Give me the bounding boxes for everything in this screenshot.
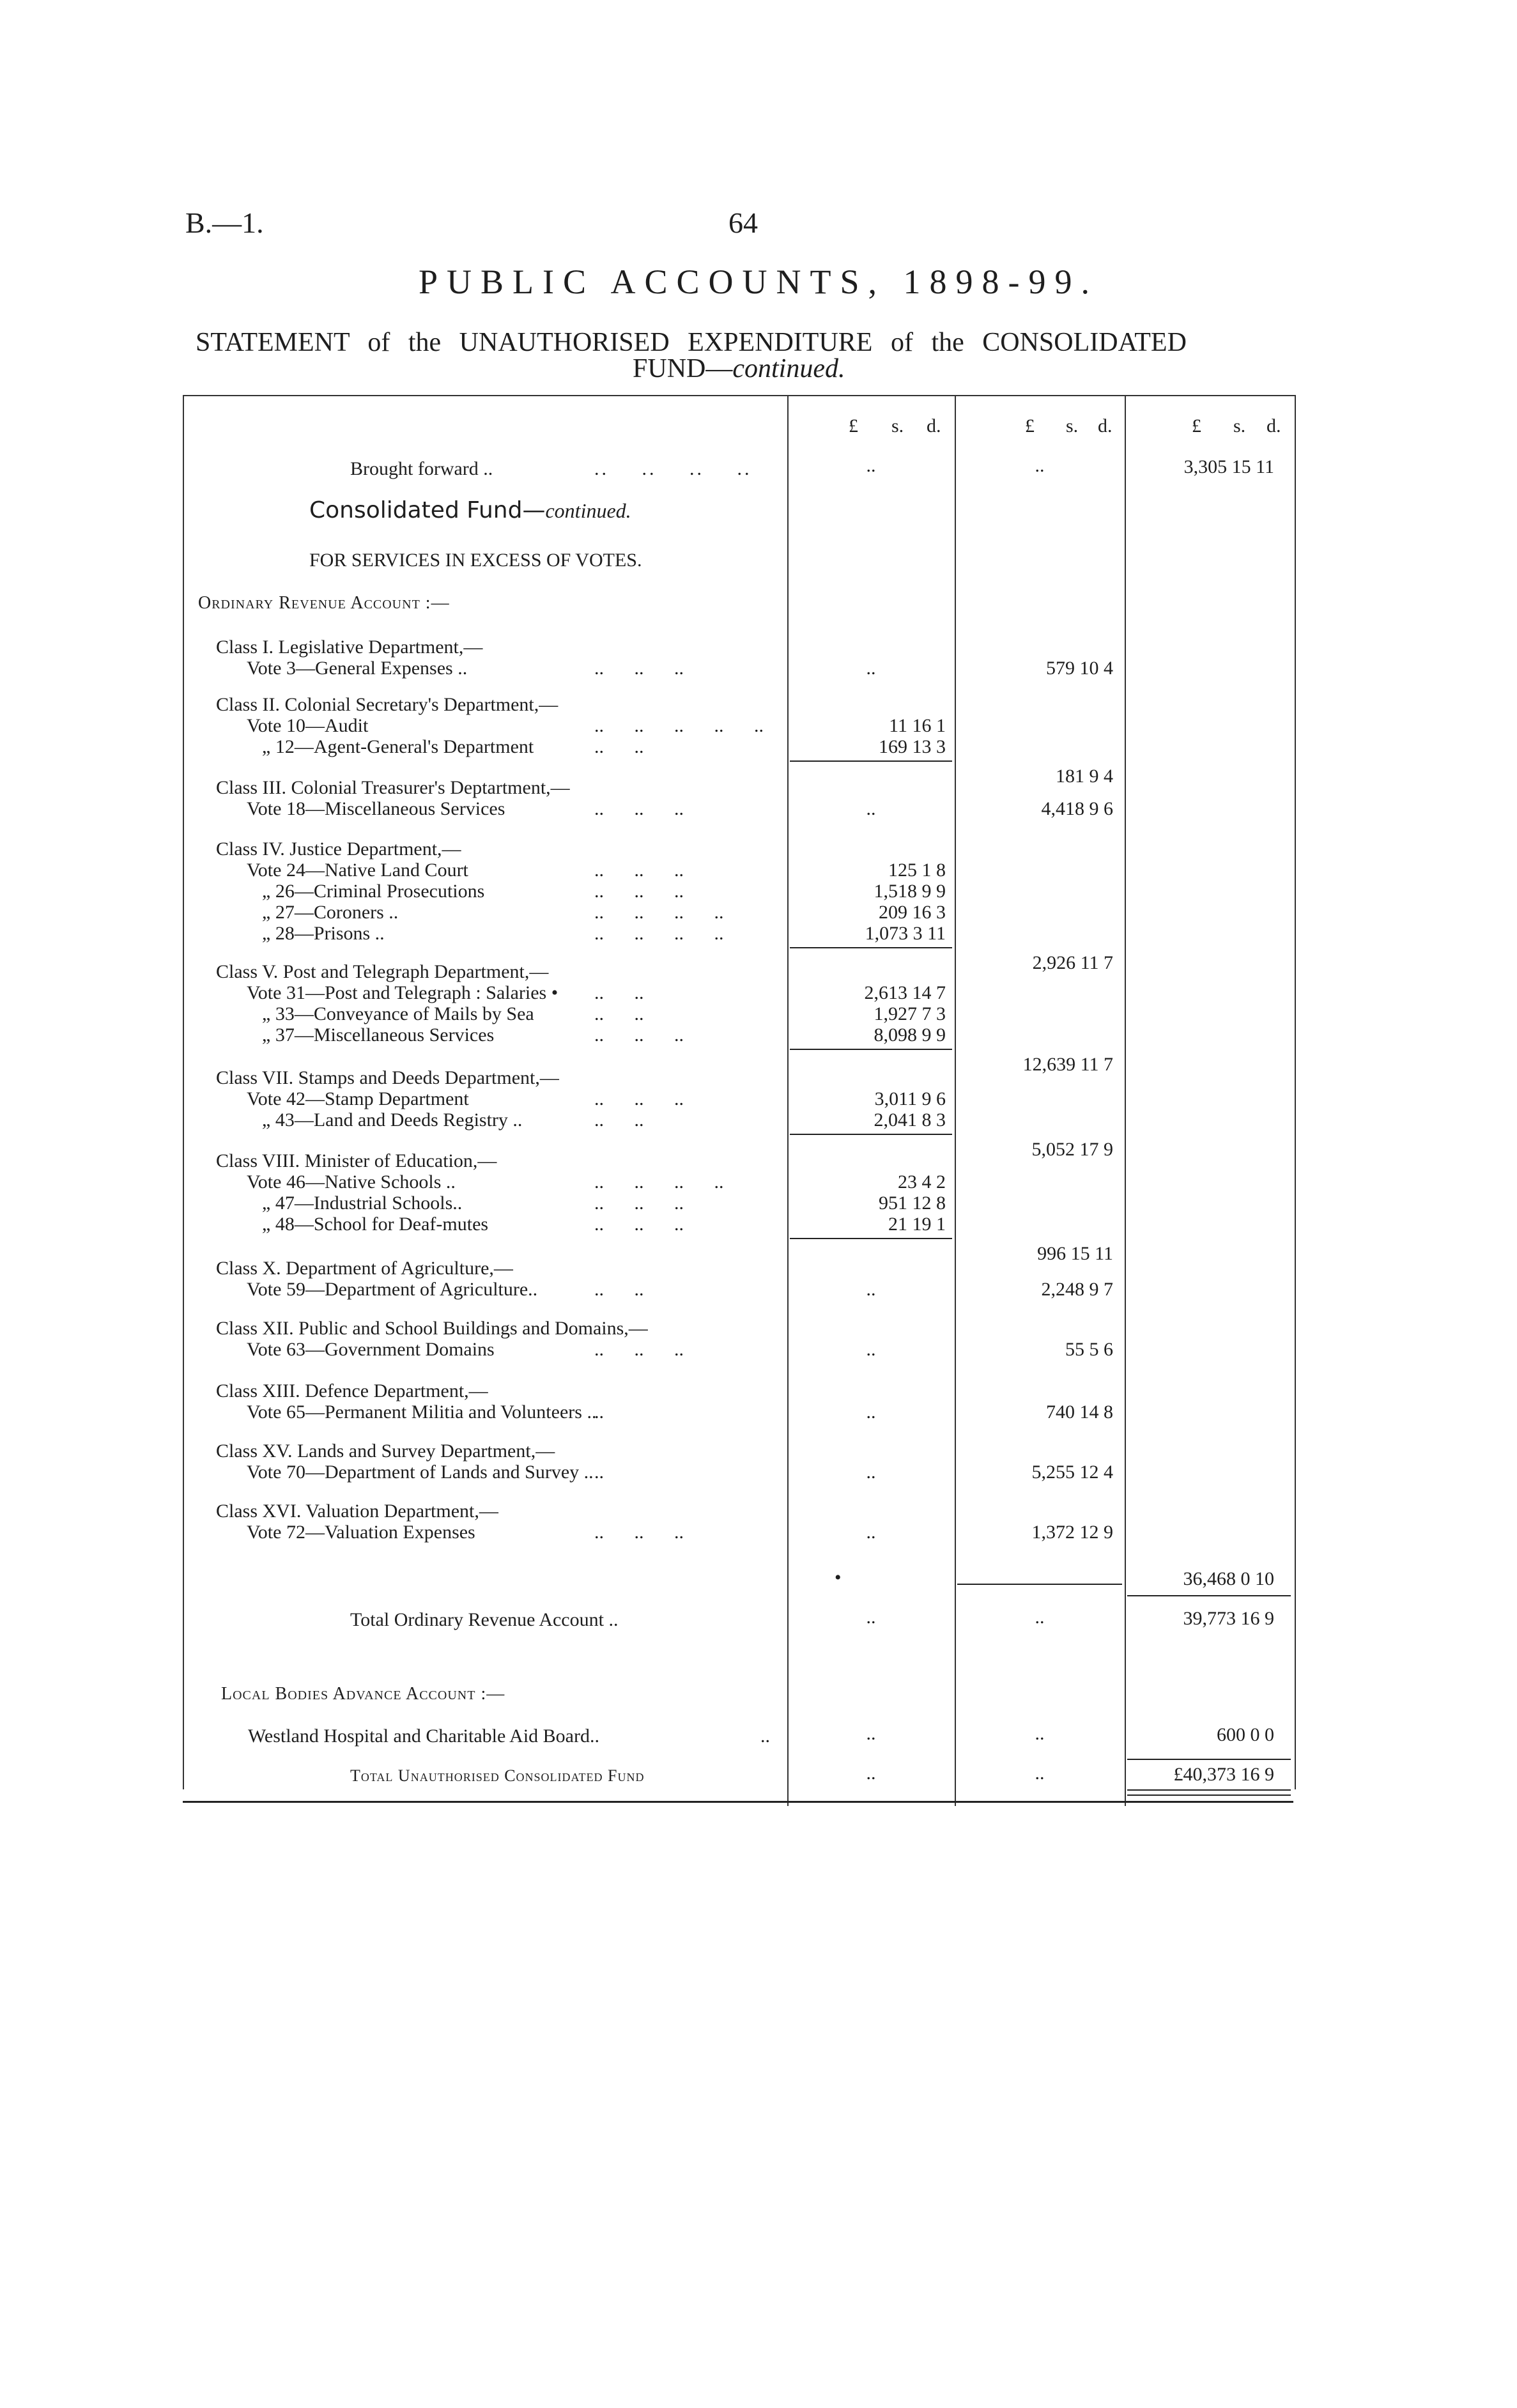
leader-dots: .. .. .. bbox=[594, 1339, 684, 1360]
col3-pound: £ bbox=[1192, 415, 1201, 436]
vote-label: „ 12—Agent-General's Department bbox=[262, 736, 534, 757]
vote-label: „ 33—Conveyance of Mails by Sea bbox=[262, 1003, 534, 1024]
col1-pence: d. bbox=[927, 415, 941, 436]
vote-amount: 1,518 9 9 bbox=[874, 881, 946, 902]
leader-dots: .. .. .. bbox=[594, 1024, 684, 1046]
brought-forward-c3: 3,305 15 11 bbox=[1183, 456, 1274, 477]
class-title: Class X. Department of Agriculture,— bbox=[216, 1258, 513, 1279]
column-divider-1 bbox=[787, 395, 789, 1806]
vote-amount: 125 1 8 bbox=[888, 860, 946, 881]
class-subtotal: 740 14 8 bbox=[1046, 1401, 1113, 1423]
subtotal-rule bbox=[790, 760, 952, 762]
class-subtotal: 181 9 4 bbox=[1056, 766, 1113, 787]
westland-c2: .. bbox=[1035, 1723, 1045, 1744]
vote-amount: 2,041 8 3 bbox=[874, 1109, 946, 1131]
subtotal-rule bbox=[790, 1049, 952, 1050]
vote-amount: 21 19 1 bbox=[888, 1214, 946, 1235]
leader-dots: .. .. bbox=[594, 1003, 644, 1024]
page-number: 64 bbox=[728, 206, 758, 239]
class-title: Class VIII. Minister of Education,— bbox=[216, 1150, 497, 1171]
vote-amount: 1,927 7 3 bbox=[874, 1003, 946, 1024]
vote-label: Vote 24—Native Land Court bbox=[247, 860, 468, 881]
vote-label: Vote 59—Department of Agriculture.. bbox=[247, 1279, 538, 1300]
class-title: Class III. Colonial Treasurer's Deptartment,— bbox=[216, 777, 570, 798]
leader-dots: .. .. .. bbox=[594, 798, 684, 819]
brought-forward-label: Brought forward .. bbox=[350, 458, 493, 479]
ordinary-sum: 36,468 0 10 bbox=[1183, 1568, 1274, 1589]
col1-shilling: s. bbox=[891, 415, 904, 436]
subtotal-rule bbox=[790, 947, 952, 948]
total-ordinary-c1: .. bbox=[866, 1607, 876, 1628]
grand-total-double-rule-1 bbox=[1127, 1789, 1291, 1791]
vote-label: Vote 46—Native Schools .. bbox=[247, 1171, 456, 1192]
vote-label: Vote 10—Audit bbox=[247, 715, 369, 736]
class-title: Class II. Colonial Secretary's Department,— bbox=[216, 694, 558, 715]
class-title: Class IV. Justice Department,— bbox=[216, 838, 461, 860]
class-title: Class VII. Stamps and Deeds Department,— bbox=[216, 1067, 559, 1088]
subtotal-rule bbox=[790, 1238, 952, 1239]
westland-label: Westland Hospital and Charitable Aid Board.. bbox=[248, 1725, 599, 1747]
statement-heading-main: FUND— bbox=[633, 354, 733, 383]
class-subtotal: 2,926 11 7 bbox=[1032, 952, 1113, 973]
class-subtotal: 4,418 9 6 bbox=[1041, 798, 1113, 819]
class-title: Class XVI. Valuation Department,— bbox=[216, 1501, 498, 1522]
col1-dots: .. bbox=[866, 1522, 876, 1543]
class-subtotal: 996 15 11 bbox=[1037, 1243, 1113, 1264]
col2-total-rule bbox=[957, 1584, 1122, 1585]
vote-label: Vote 70—Department of Lands and Survey .. bbox=[247, 1462, 594, 1483]
vote-label: „ 48—School for Deaf-mutes bbox=[262, 1214, 489, 1235]
vote-amount: 1,073 3 11 bbox=[865, 923, 946, 944]
leader-dots: .. .. .. bbox=[594, 1192, 684, 1214]
class-subtotal: 55 5 6 bbox=[1065, 1339, 1113, 1360]
statement-heading-italic: continued. bbox=[732, 354, 845, 383]
vote-label: Vote 72—Valuation Expenses bbox=[247, 1522, 475, 1543]
leader-dots: .. .. bbox=[594, 736, 644, 757]
leader-dots: .. .. .. .. bbox=[594, 1171, 724, 1192]
leader-dots: .. .. bbox=[594, 982, 644, 1003]
col2-shilling: s. bbox=[1066, 415, 1079, 436]
col3-total-rule bbox=[1127, 1595, 1291, 1596]
col1-dots: .. bbox=[866, 658, 876, 679]
vote-label: Vote 3—General Expenses .. bbox=[247, 658, 468, 679]
class-subtotal: 5,052 17 9 bbox=[1031, 1139, 1113, 1160]
grand-total-c2: .. bbox=[1035, 1763, 1045, 1784]
class-title: Class V. Post and Telegraph Department,— bbox=[216, 961, 549, 982]
vote-label: „ 47—Industrial Schools.. bbox=[262, 1192, 463, 1214]
leader-dots: .. .. .. bbox=[594, 860, 684, 881]
westland-c3: 600 0 0 bbox=[1217, 1724, 1274, 1745]
class-subtotal: 12,639 11 7 bbox=[1022, 1054, 1113, 1075]
class-subtotal: 5,255 12 4 bbox=[1031, 1462, 1113, 1483]
consolidated-fund-heading-italic: continued. bbox=[545, 499, 631, 522]
leader-dots: .. .. bbox=[594, 1109, 644, 1131]
grand-total-c1: .. bbox=[866, 1763, 876, 1784]
consolidated-fund-heading-main: Consolidated Fund— bbox=[309, 497, 546, 523]
vote-amount: 11 16 1 bbox=[889, 715, 946, 736]
class-subtotal: 579 10 4 bbox=[1046, 658, 1113, 679]
total-ordinary-c2: .. bbox=[1035, 1607, 1045, 1628]
table-bottom-rule bbox=[183, 1801, 1293, 1803]
vote-label: „ 26—Criminal Prosecutions bbox=[262, 881, 485, 902]
vote-amount: 23 4 2 bbox=[898, 1171, 946, 1192]
vote-amount: 2,613 14 7 bbox=[864, 982, 946, 1003]
leader-dots: .. .. bbox=[594, 1279, 644, 1300]
col1-dots: .. bbox=[866, 1279, 876, 1300]
leader-dots: .. .. .. .. bbox=[594, 902, 724, 923]
leader-dots: .. bbox=[594, 1401, 604, 1423]
vote-label: Vote 18—Miscellaneous Services bbox=[247, 798, 505, 819]
vote-amount: 951 12 8 bbox=[879, 1192, 946, 1214]
services-heading: FOR SERVICES IN EXCESS OF VOTES. bbox=[309, 550, 642, 571]
westland-c1: .. bbox=[866, 1723, 876, 1744]
class-title: Class I. Legislative Department,— bbox=[216, 637, 483, 658]
col1-pound: £ bbox=[849, 415, 858, 436]
col3-shilling: s. bbox=[1233, 415, 1246, 436]
page-title: PUBLIC ACCOUNTS, 1898-99. bbox=[418, 263, 1099, 301]
class-title: Class XII. Public and School Buildings and Domains,— bbox=[216, 1318, 648, 1339]
vote-label: Vote 31—Post and Telegraph : Salaries • bbox=[247, 982, 558, 1003]
col1-dots: .. bbox=[866, 1401, 876, 1423]
consolidated-fund-heading bbox=[309, 497, 631, 523]
vote-label: Vote 65—Permanent Militia and Volunteers .. bbox=[247, 1401, 597, 1423]
col2-pence: d. bbox=[1098, 415, 1113, 436]
vote-amount: 3,011 9 6 bbox=[874, 1088, 946, 1109]
col3-pence: d. bbox=[1267, 415, 1281, 436]
col2-pound: £ bbox=[1025, 415, 1035, 436]
vote-label: Vote 42—Stamp Department bbox=[247, 1088, 469, 1109]
total-ordinary-c3: 39,773 16 9 bbox=[1183, 1608, 1274, 1629]
total-ordinary-label: Total Ordinary Revenue Account .. bbox=[350, 1609, 619, 1630]
leader-dots: .. .. .. bbox=[594, 1522, 684, 1543]
col1-dots: .. bbox=[866, 1462, 876, 1483]
leader-dots: .. .. .. bbox=[594, 881, 684, 902]
brought-forward-c2: .. bbox=[1035, 455, 1045, 476]
subtotal-rule bbox=[790, 1134, 952, 1135]
class-title: Class XV. Lands and Survey Department,— bbox=[216, 1440, 555, 1462]
leader-dots: .. .. .. .. bbox=[594, 923, 724, 944]
westland-dots: .. bbox=[760, 1725, 770, 1747]
leader-dots: .. .. .. bbox=[594, 1214, 684, 1235]
class-title: Class XIII. Defence Department,— bbox=[216, 1380, 488, 1401]
class-subtotal: 1,372 12 9 bbox=[1031, 1522, 1113, 1543]
vote-label: „ 37—Miscellaneous Services bbox=[262, 1024, 495, 1046]
brought-forward-c1: .. bbox=[866, 455, 876, 476]
local-bodies-heading: Local Bodies Advance Account :— bbox=[221, 1684, 505, 1704]
col1-dots: .. bbox=[866, 1339, 876, 1360]
vote-label: „ 28—Prisons .. bbox=[262, 923, 385, 944]
col1-dots: .. bbox=[866, 798, 876, 819]
leader-dots: .. .. .. bbox=[594, 658, 684, 679]
bullet-mark: • bbox=[835, 1567, 842, 1588]
leader-dots: .. .. .. .. .. bbox=[594, 715, 764, 736]
brought-forward-dots: .. .. .. .. bbox=[594, 458, 752, 479]
ordinary-revenue-heading: Ordinary Revenue Account :— bbox=[198, 593, 450, 613]
class-subtotal: 2,248 9 7 bbox=[1041, 1279, 1113, 1300]
vote-label: Vote 63—Government Domains bbox=[247, 1339, 495, 1360]
vote-amount: 209 16 3 bbox=[879, 902, 946, 923]
vote-amount: 169 13 3 bbox=[879, 736, 946, 757]
grand-total-label: Total Unauthorised Consolidated Fund bbox=[350, 1766, 645, 1785]
vote-label: „ 27—Coroners .. bbox=[262, 902, 399, 923]
statement-heading-line1: STATEMENT of the UNAUTHORISED EXPENDITURE of the CONSOLIDATED bbox=[196, 328, 1187, 357]
column-divider-3 bbox=[1125, 395, 1126, 1806]
leader-dots: .. .. .. bbox=[594, 1088, 684, 1109]
leader-dots: .. bbox=[594, 1462, 604, 1483]
document-reference: B.—1. bbox=[185, 206, 264, 239]
vote-label: „ 43—Land and Deeds Registry .. bbox=[262, 1109, 523, 1131]
vote-amount: 8,098 9 9 bbox=[874, 1024, 946, 1046]
grand-total-top-rule bbox=[1127, 1759, 1291, 1760]
grand-total-c3: £40,373 16 9 bbox=[1173, 1764, 1274, 1785]
statement-heading-line2 bbox=[633, 353, 845, 384]
grand-total-double-rule-2 bbox=[1127, 1794, 1291, 1796]
column-divider-2 bbox=[955, 395, 956, 1806]
